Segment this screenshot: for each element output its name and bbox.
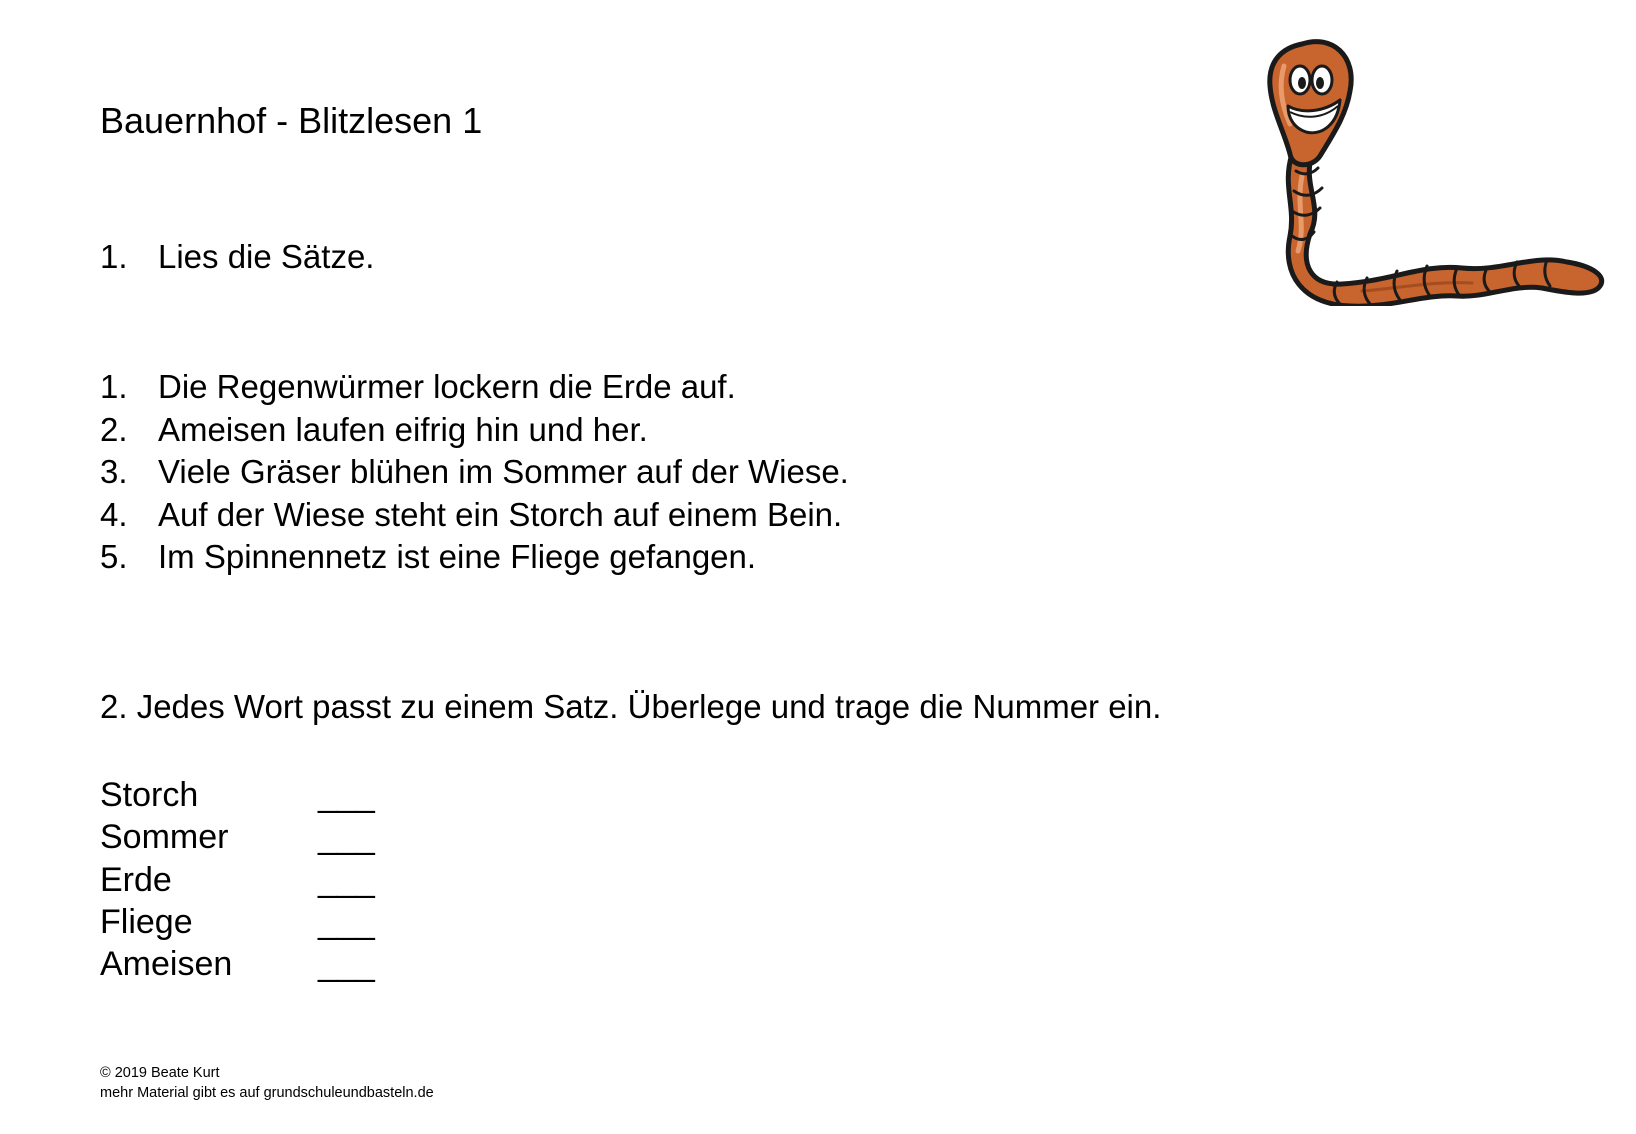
sentence-text: Viele Gräser blühen im Sommer auf der Wiese. [158,453,849,490]
sentence-item [100,536,849,579]
task-1-text: Lies die Sätze. [158,238,375,275]
word-row [100,901,375,943]
sentence-number: 3. [100,453,128,490]
page-title: Bauernhof - Blitzlesen 1 [100,100,483,141]
word-row [100,859,375,901]
sentence-number: 2. [100,410,128,448]
answer-blank[interactable]: ___ [318,860,375,899]
sentence-number: 4. [100,495,128,533]
task-1-instruction [100,238,374,276]
sentence-item [100,366,849,409]
sentence-number: 5. [100,538,128,575]
answer-blank[interactable]: ___ [318,945,375,984]
word-label: Ameisen [100,945,233,984]
word-answer-list [100,774,375,985]
sentence-number: 1. [100,368,128,405]
answer-blank[interactable]: ___ [318,818,375,857]
sentence-text: Im Spinnennetz ist eine Fliege gefangen. [158,538,757,575]
sentence-list [100,366,849,579]
word-row [100,943,375,985]
word-label: Sommer [100,818,229,857]
word-row [100,774,375,816]
worm-icon [1262,36,1610,306]
more-material-text: mehr Material gibt es auf grundschuleundbasteln.de [100,1085,434,1101]
word-label: Storch [100,776,199,814]
sentence-item [100,451,849,494]
task-1-number: 1. [100,238,128,275]
answer-blank[interactable]: ___ [318,776,375,814]
footer [100,1063,434,1103]
word-label: Fliege [100,902,193,941]
copyright-text: © 2019 Beate Kurt [100,1065,220,1081]
word-label: Erde [100,860,172,899]
sentence-item [100,409,849,452]
task-2-instruction: 2. Jedes Wort passt zu einem Satz. Überlege und trage die Nummer ein. [100,688,1162,725]
sentence-text: Ameisen laufen eifrig hin und her. [158,410,648,448]
sentence-text: Auf der Wiese steht ein Storch auf einem Bein. [158,495,843,533]
word-row [100,816,375,858]
sentence-text: Die Regenwürmer lockern die Erde auf. [158,368,736,405]
answer-blank[interactable]: ___ [318,902,375,941]
sentence-item [100,494,849,537]
